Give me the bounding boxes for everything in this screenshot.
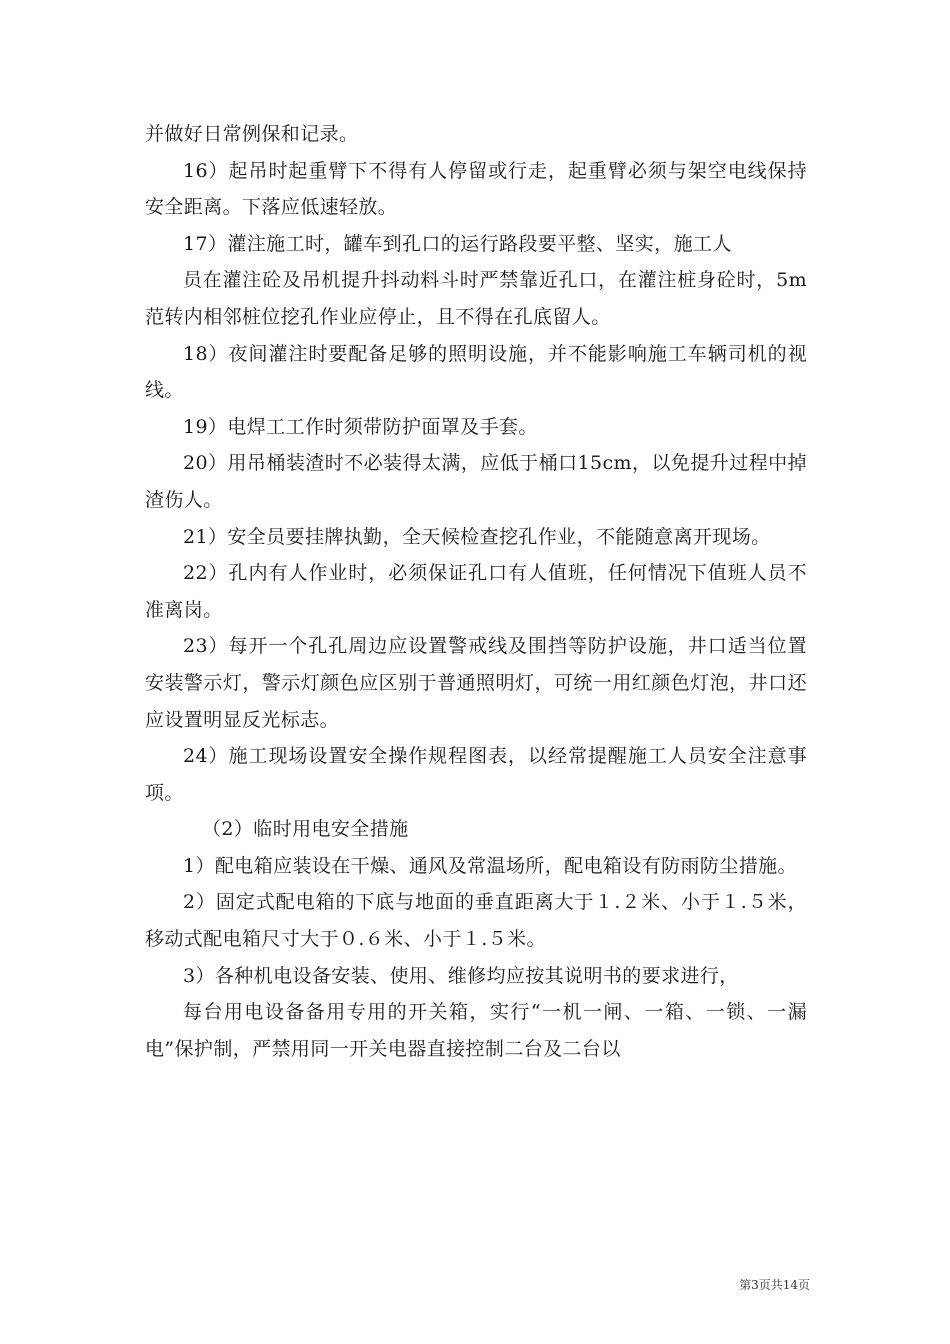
page-number-footer: 第3页共14页 xyxy=(739,1278,810,1292)
paragraph-item-18: 18）夜间灌注时要配备足够的照明设施，并不能影响施工车辆司机的视线。 xyxy=(145,342,807,402)
paragraph-continuation: 并做好日常例保和记录。 xyxy=(145,123,359,145)
paragraph-item-24: 24）施工现场设置安全操作规程图表，以经常提醒施工人员安全注意事项。 xyxy=(145,745,807,804)
section-heading-temporary-power: （2）临时用电安全措施 xyxy=(202,818,409,841)
document-body xyxy=(145,116,807,1067)
paragraph-power-item-3-continued: 每台用电设备备用专用的开关箱，实行“一机一闸、一箱、一锁、一漏电”保护制，严禁用同一开关电器直接控制二台及二台以 xyxy=(145,1001,807,1060)
paragraph-item-17-continued: 员在灌注砼及吊机提升抖动料斗时严禁靠近孔口，在灌注桩身砼时，5m范转内相邻桩位挖孔作业应停止，且不得在孔底留人。 xyxy=(145,269,807,328)
paragraph-item-17: 17）灌注施工时，罐车到孔口的运行路段要平整、坚实，施工人 xyxy=(183,232,732,255)
paragraph-item-21: 21）安全员要挂牌执勤，全天候检查挖孔作业，不能随意离开现场。 xyxy=(183,525,771,548)
paragraph-power-item-1: 1）配电箱应装设在干燥、通风及常温场所，配电箱设有防雨防尘措施。 xyxy=(183,854,797,877)
paragraph-power-item-3: 3）各种机电设备安装、使用、维修均应按其说明书的要求进行， xyxy=(183,964,739,987)
paragraph-item-16: 16）起吊时起重臂下不得有人停留或行走，起重臂必须与架空电线保持安全距离。下落应低速轻放。 xyxy=(145,159,807,219)
paragraph-item-22: 22）孔内有人作业时，必须保证孔口有人值班，任何情况下值班人员不准离岗。 xyxy=(145,562,807,621)
paragraph-power-item-2: 2）固定式配电箱的下底与地面的垂直距离大于１.２米、小于１.５米，移动式配电箱尺寸大于０.６米、小于１.５米。 xyxy=(145,891,807,951)
paragraph-item-20: 20）用吊桶装渣时不必装得太满，应低于桶口15cm，以免提升过程中掉渣伤人。 xyxy=(145,452,807,511)
paragraph-item-19: 19）电焊工工作时须带防护面罩及手套。 xyxy=(183,415,538,438)
paragraph-item-23: 23）每开一个孔孔周边应设置警戒线及围挡等防护设施，井口适当位置安装警示灯，警示灯颜色应区别于普通照明灯，可统一用红颜色灯泡，井口还应设置明显反光标志。 xyxy=(145,635,807,731)
